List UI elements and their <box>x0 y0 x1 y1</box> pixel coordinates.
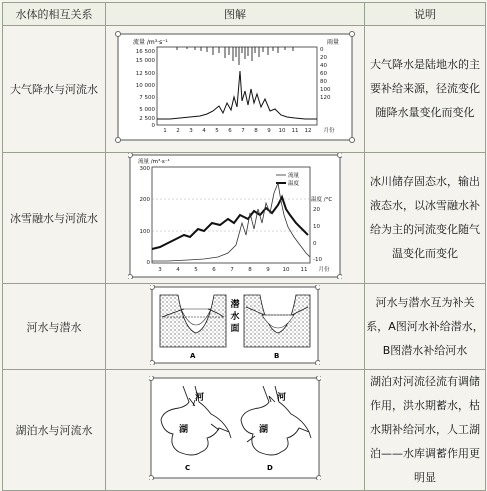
chart2-ytick-right: 20 <box>313 207 320 213</box>
chart2-xtick: 7 <box>230 267 234 273</box>
chart2-ytick: 200 <box>139 197 150 203</box>
chart2-xtick: 6 <box>212 267 216 273</box>
relation-cell: 冰雪融水与河流水 <box>3 153 106 284</box>
chart2-ytick-right: 0 <box>313 241 317 247</box>
chart2-xunit: 月份 <box>318 267 330 273</box>
label-a: A <box>190 351 196 360</box>
chart1-xtick: 4 <box>202 128 206 134</box>
chart2-ylabel-left: 流量 /m³·s⁻¹ <box>138 159 170 165</box>
chart2-ylabel-right: 温度 /°C <box>311 197 333 203</box>
precip-runoff-chart <box>115 31 355 143</box>
chart1-xtick: 9 <box>267 128 271 134</box>
table-row <box>3 284 486 370</box>
explanation-cell: 河水与潜水互为补关系，A图河水补给潜水，B图潜水补给河水 <box>365 284 486 370</box>
chart1-ytick-right: 80 <box>320 79 327 85</box>
chart1-ylabel-right: 雨量 <box>327 39 340 46</box>
chart1-ytick-right: 20 <box>320 55 327 61</box>
chart1-ylabel-left: 流量 /m³·s⁻¹ <box>133 39 168 46</box>
chart2-xtick: 4 <box>176 267 180 273</box>
table-row <box>3 26 486 153</box>
snowmelt-runoff-chart <box>128 153 342 279</box>
chart2-xtick: 9 <box>266 267 270 273</box>
chart2-legend-flow: 流量 <box>288 173 300 179</box>
relation-cell: 湖泊水与河流水 <box>3 370 106 491</box>
header-relation: 水体的相互关系 <box>3 3 106 26</box>
chart1-xtick: 11 <box>291 128 299 134</box>
center-text: 潜 <box>230 299 240 310</box>
chart1-ytick-right: 120 <box>320 95 331 101</box>
lake-label: 湖 <box>179 425 189 435</box>
chart2-ytick-right: 10 <box>313 224 320 230</box>
chart2-ytick: 0 <box>146 260 150 266</box>
chart1-ytick: 7 500 <box>139 95 155 101</box>
header-diagram: 图解 <box>106 3 365 26</box>
chart1-ytick: 5 000 <box>139 107 155 113</box>
label-d: D <box>267 464 273 472</box>
chart1-xunit: 月份 <box>323 128 335 134</box>
center-text: 水 <box>230 311 240 322</box>
chart1-ytick-right: 60 <box>320 71 327 77</box>
lake-river-diagram <box>149 376 321 480</box>
chart1-xtick: 6 <box>228 128 232 134</box>
diagram-cell <box>106 153 365 284</box>
relation-cell: 河水与潜水 <box>3 284 106 370</box>
chart1-ytick: 15 000 <box>135 58 155 64</box>
chart1-xtick: 8 <box>254 128 258 134</box>
river-label: 河 <box>195 393 205 403</box>
river-groundwater-diagram <box>150 285 320 365</box>
header-explanation: 说明 <box>365 3 486 26</box>
chart1-ytick: 12 500 <box>135 71 155 77</box>
label-b: B <box>274 351 280 360</box>
chart1-ytick: 10 000 <box>135 83 155 89</box>
table-row <box>3 153 486 284</box>
chart1-xtick: 12 <box>304 128 312 134</box>
chart1-xtick: 5 <box>215 128 219 134</box>
label-c: C <box>185 464 191 472</box>
chart1-ytick: 2 500 <box>139 116 155 122</box>
chart2-ytick-right: -10 <box>313 257 322 263</box>
chart2-xtick: 3 <box>158 267 162 273</box>
chart2-xtick: 5 <box>194 267 198 273</box>
chart1-ytick-right: 40 <box>320 63 327 69</box>
diagram-cell <box>106 284 365 370</box>
explanation-cell: 湖泊对河流径流有调储作用，洪水期蓄水，枯水期补给河水，人工湖泊——水库调蓄作用更明显 <box>365 370 486 491</box>
chart2-ytick: 300 <box>139 166 150 172</box>
chart1-xtick: 7 <box>241 128 245 134</box>
center-text: 面 <box>230 323 240 334</box>
chart2-xtick: 11 <box>300 267 308 273</box>
chart1-ytick-right: 100 <box>320 87 331 93</box>
explanation-cell: 大气降水是陆地水的主要补给来源，径流变化随降水量变化而变化 <box>365 26 486 153</box>
chart2-xtick: 8 <box>248 267 252 273</box>
chart1-xtick: 2 <box>176 128 180 134</box>
chart1-xtick: 10 <box>278 128 286 134</box>
chart1-ytick: 0 <box>151 123 155 129</box>
chart1-ytick: 16 500 <box>135 49 155 55</box>
chart2-xtick: 10 <box>282 267 290 273</box>
table-row <box>3 370 486 491</box>
chart1-xtick: 1 <box>163 128 167 134</box>
explanation-cell: 冰川储存固态水，输出液态水，以冰雪融水补给为主的河流变化随气温变化而变化 <box>365 153 486 284</box>
chart2-ytick: 100 <box>139 229 150 235</box>
chart2-legend-temp: 温度 <box>288 181 300 187</box>
diagram-cell <box>106 26 365 153</box>
diagram-cell <box>106 370 365 491</box>
chart1-xtick: 3 <box>189 128 193 134</box>
relations-table <box>2 2 486 491</box>
relation-cell: 大气降水与河流水 <box>3 26 106 153</box>
chart1-ytick-right: 0 <box>320 47 324 53</box>
lake-label: 湖 <box>259 425 269 435</box>
river-label: 河 <box>277 393 287 403</box>
